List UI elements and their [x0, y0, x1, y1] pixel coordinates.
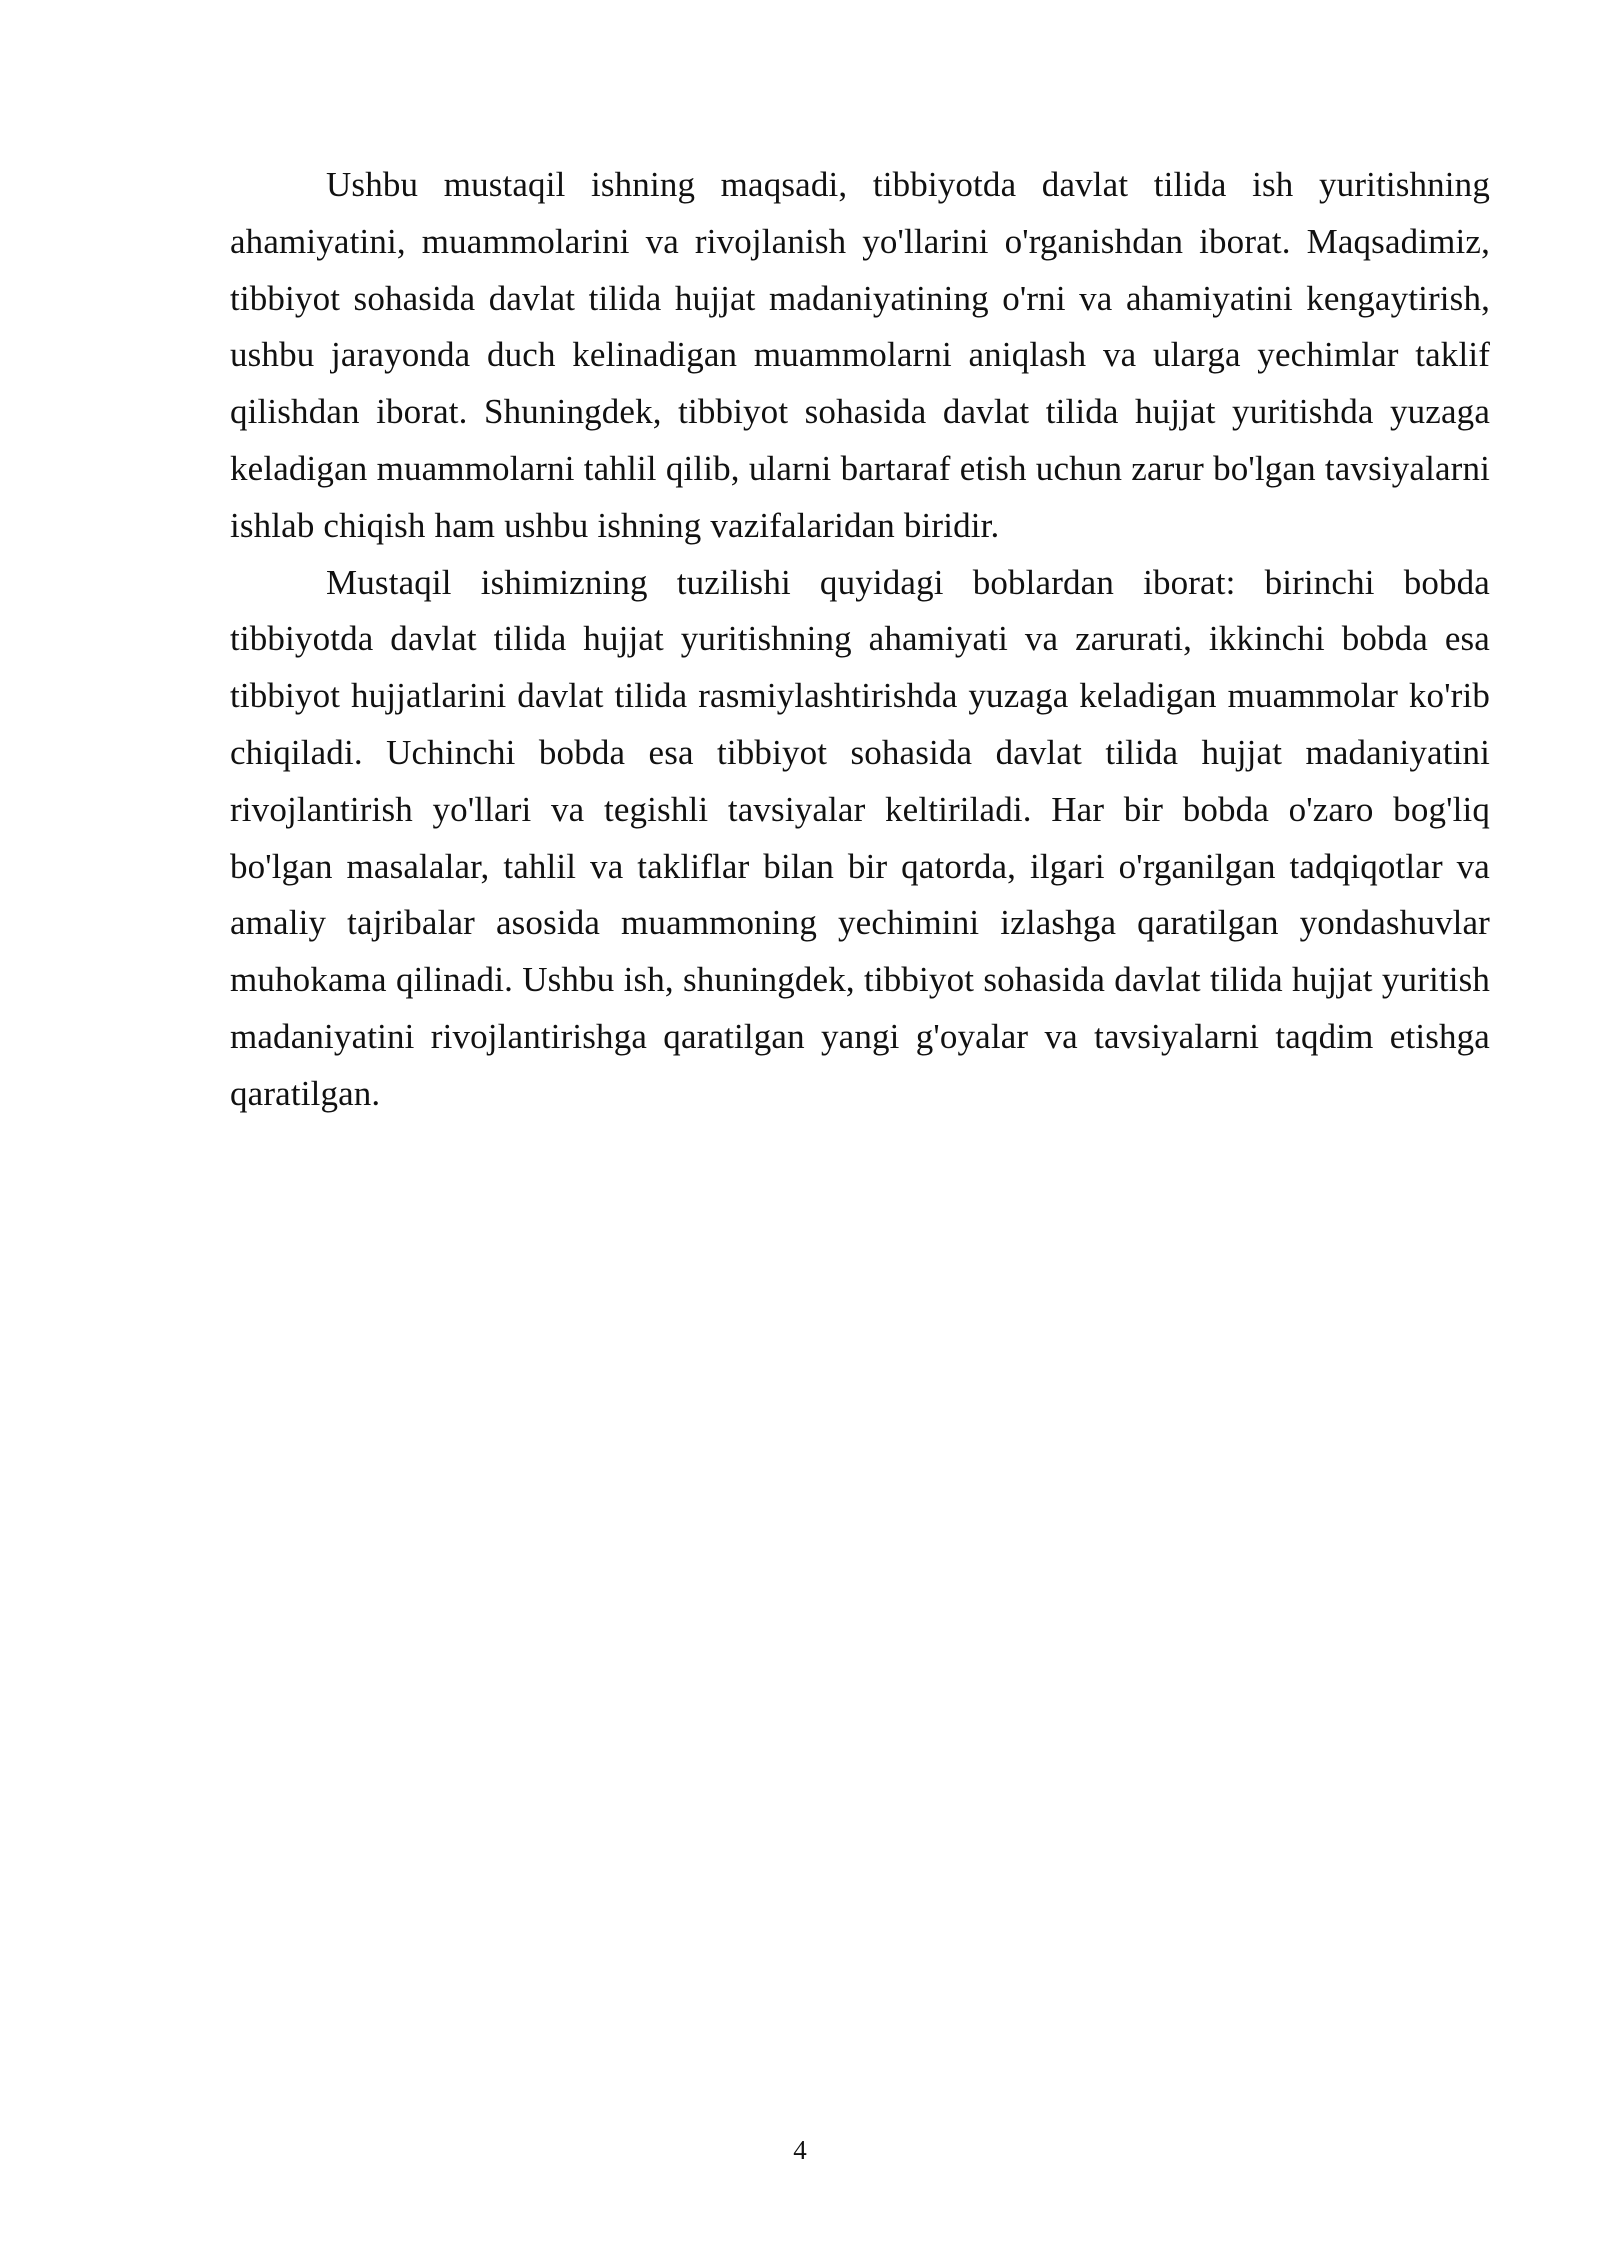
paragraph-purpose: Ushbu mustaqil ishning maqsadi, tibbiyotda davlat tilida ish yuritishning ahamiyatini, muammolarini va rivojlanish yo'llarini o'rganishdan iborat. Maqsadimiz, tibbiyot sohasida davlat tilida hujjat madaniyatining o'rni va ahamiyatini kengaytirish, ushbu jarayonda duch kelinadigan muammolarni aniqlash va ularga yechimlar taklif qilishdan iborat. Shuningdek, tibbiyot sohasida davlat tilida hujjat yuritishda yuzaga keladigan muammolarni tahlil qilib, ularni bartaraf etish uchun zarur bo'lgan tavsiyalarni ishlab chiqish ham ushbu ishning vazifalaridan biridir.: [230, 165, 1490, 545]
document-body: [230, 157, 1490, 1123]
page-number: 4: [793, 2135, 807, 2165]
paragraph-structure: Mustaqil ishimizning tuzilishi quyidagi boblardan iborat: birinchi bobda tibbiyotda davlat tilida hujjat yuritishning ahamiyati va zarurati, ikkinchi bobda esa tibbiyot hujjatlarini davlat tilida rasmiylashtirishda yuzaga keladigan muammolar ko'rib chiqiladi. Uchinchi bobda esa tibbiyot sohasida davlat tilida hujjat madaniyatini rivojlantirish yo'llari va tegishli tavsiyalar keltiriladi. Har bir bobda o'zaro bog'liq bo'lgan masalalar, tahlil va takliflar bilan bir qatorda, ilgari o'rganilgan tadqiqotlar va amaliy tajribalar asosida muammoning yechimini izlashga qaratilgan yondashuvlar muhokama qilinadi. Ushbu ish, shuningdek, tibbiyot sohasida davlat tilida hujjat yuritish madaniyatini rivojlantirishga qaratilgan yangi g'oyalar va tavsiyalarni taqdim etishga qaratilgan.: [230, 562, 1490, 1113]
